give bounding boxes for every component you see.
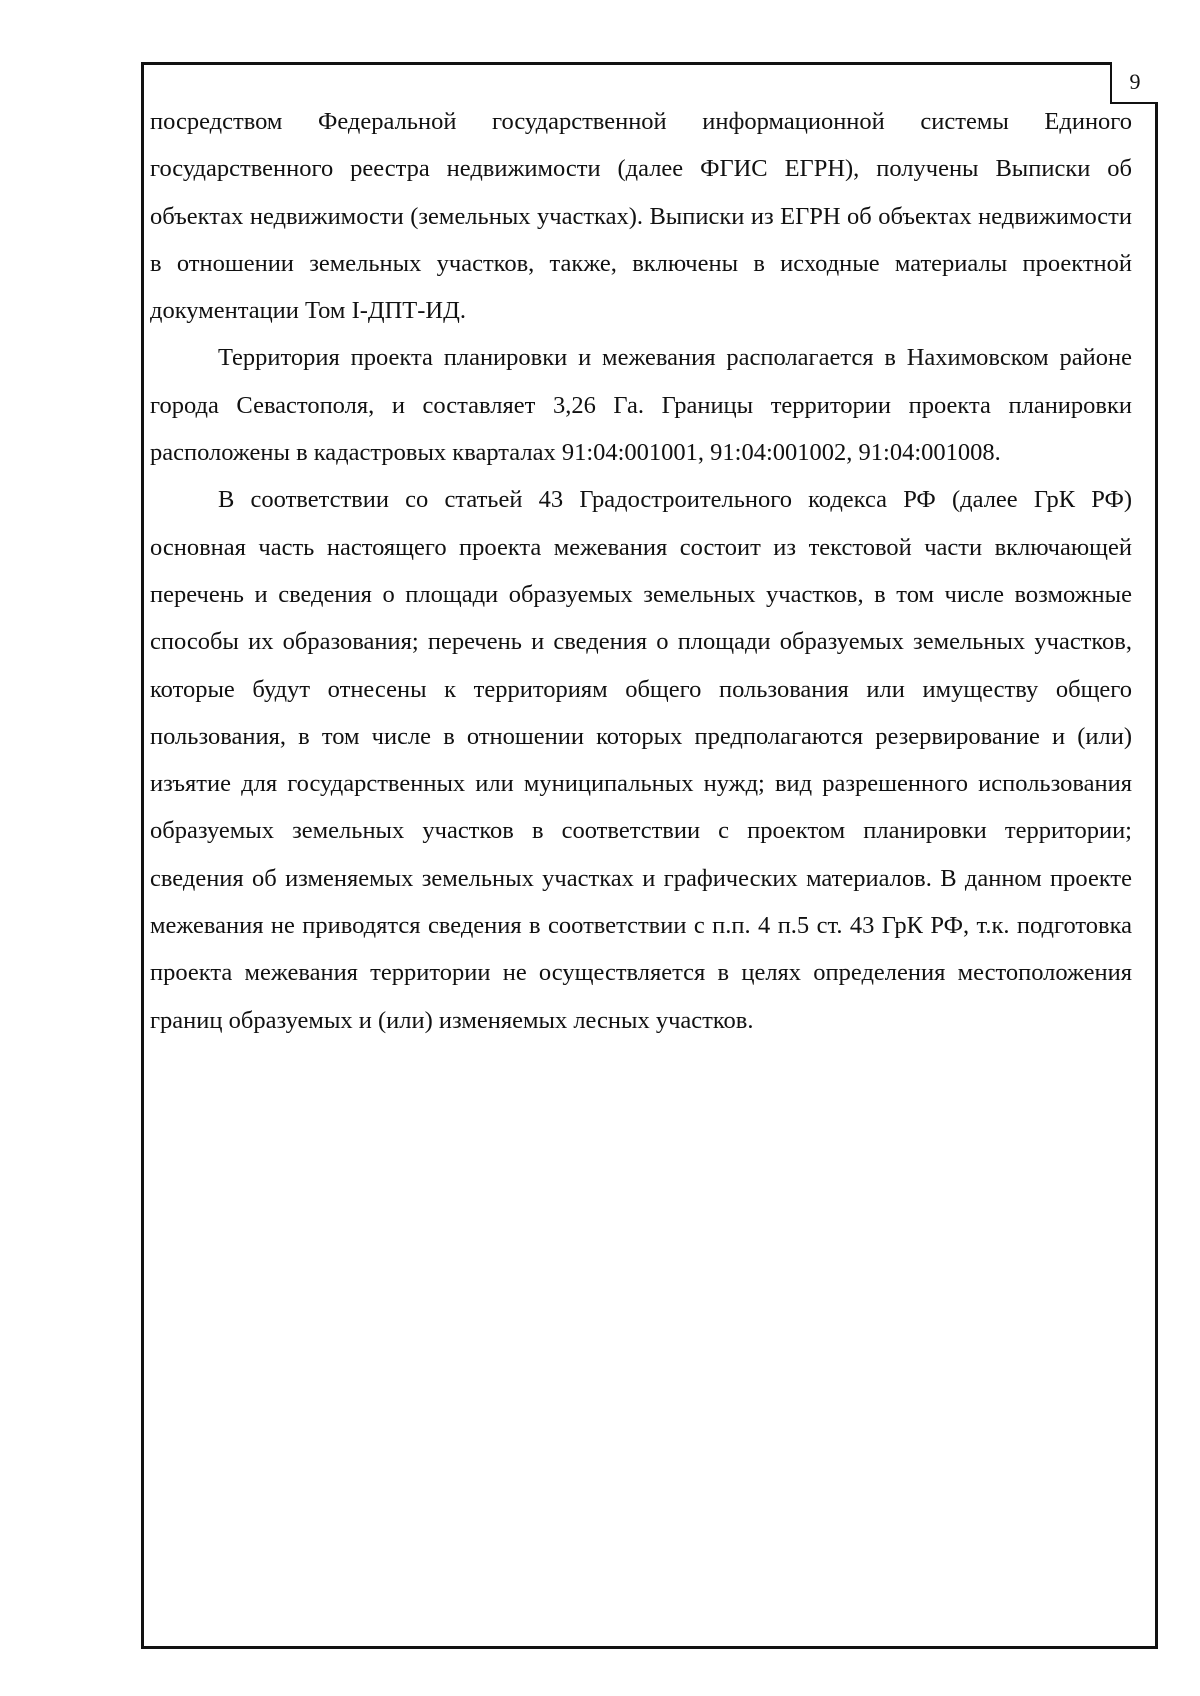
page-number: 9 [1110, 62, 1158, 104]
paragraph-article-43: В соответствии со статьей 43 Градостроительного кодекса РФ (далее ГрК РФ) основная часть настоящего проекта межевания состоит из текстовой части включающей перечень и сведения о площади образуемых земельных участков, в том числе возможные способы их образования; перечень и сведения о площади образуемых земельных участков, которые будут отнесены к территориям общего пользования или имуществу общего пользования, в том числе в отношении которых предполагаются резервирование и (или) изъятие для государственных или муниципальных нужд; вид разрешенного использования образуемых земельных участков в соответствии с проектом планировки территории; сведения об изменяемых земельных участках и графических материалов. В данном проекте межевания не приводятся сведения в соответствии с п.п. 4 п.5 ст. 43 ГрК РФ, т.к. подготовка проекта межевания территории не осуществляется в целях определения местоположения границ образуемых и (или) изменяемых лесных участков. [150, 486, 1132, 1034]
document-body [150, 98, 1132, 1044]
paragraph-continuation: посредством Федеральной государственной информационной системы Единого государственного реестра недвижимости (далее ФГИС ЕГРН), получены Выписки об объектах недвижимости (земельных участках). Выписки из ЕГРН об объектах недвижимости в отношении земельных участков, также, включены в исходные материалы проектной документации Том I-ДПТ-ИД. [150, 108, 1132, 325]
paragraph-territory: Территория проекта планировки и межевания располагается в Нахимовском районе города Севастополя, и составляет 3,26 Га. Границы территории проекта планировки расположены в кадастровых кварталах 91:04:001001, 91:04:001002, 91:04:001008. [150, 344, 1132, 467]
